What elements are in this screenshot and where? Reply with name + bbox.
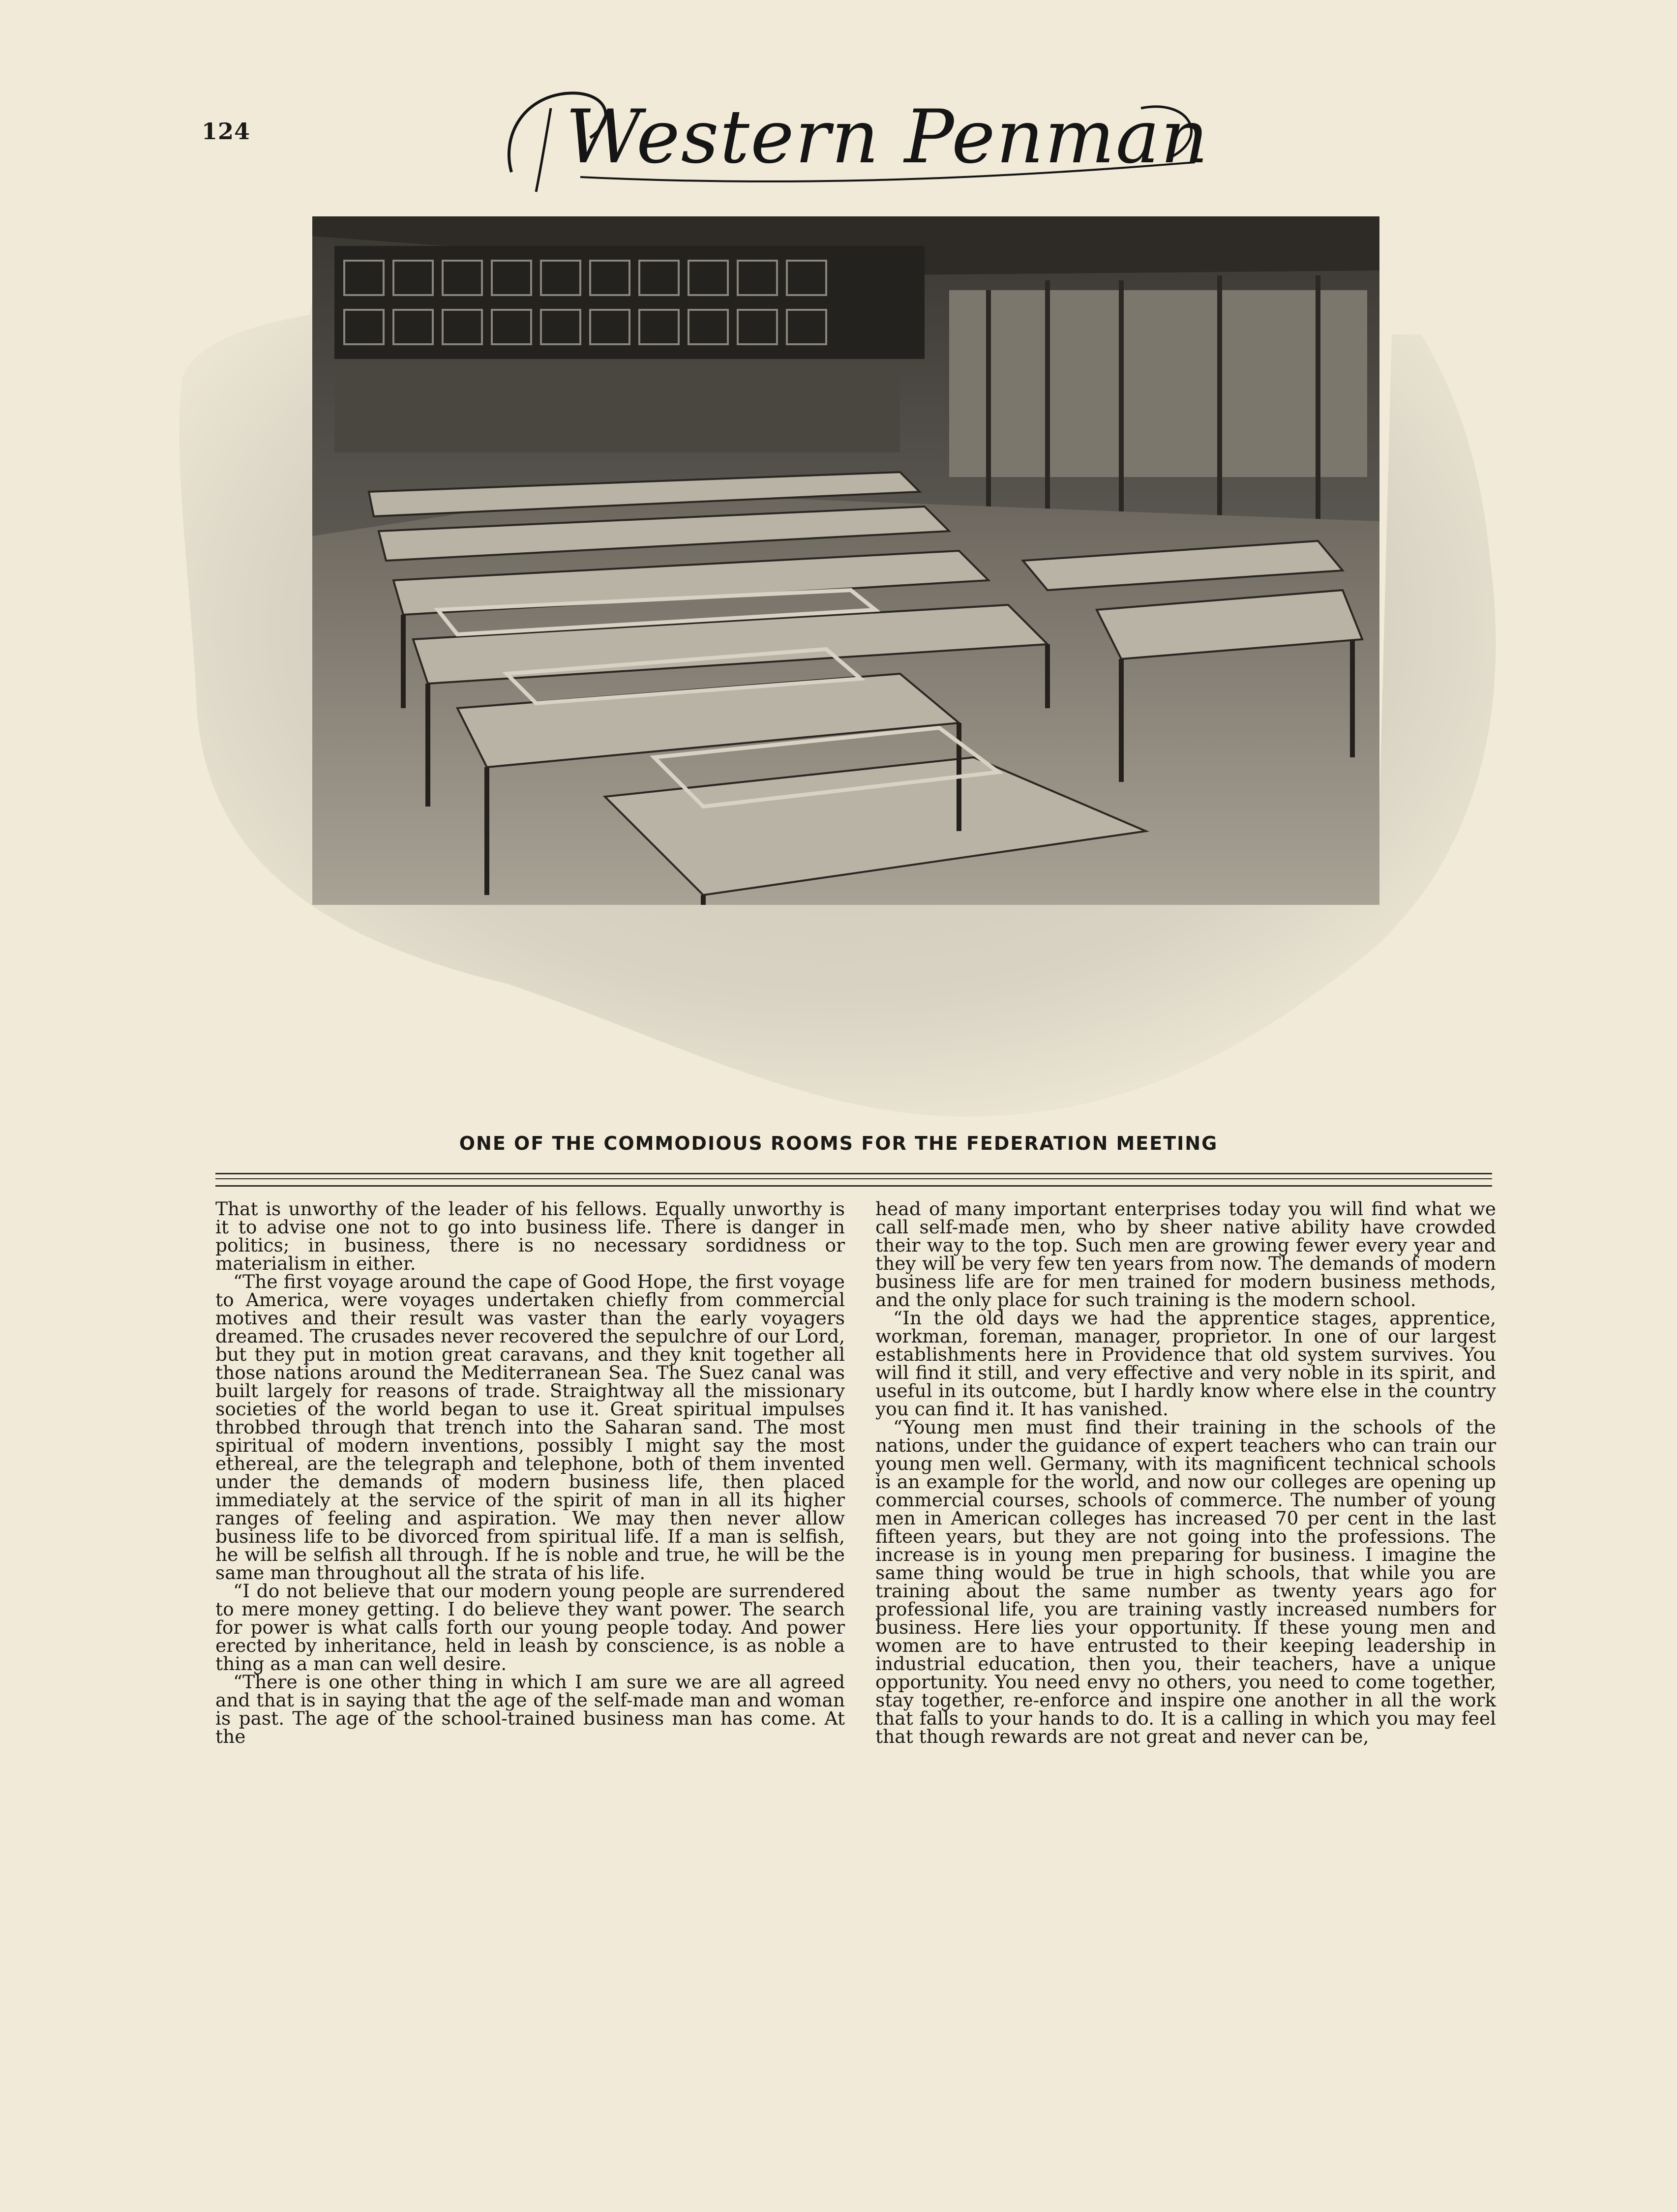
article-column-right: [875, 1200, 1496, 1746]
paragraph: That is unworthy of the leader of his fellows. Equally unworthy is it to advise one not to go into business life. There is danger in politics; in business, there is no necessary sordidness or materialism in either.: [215, 1198, 845, 1274]
paragraph: “I do not believe that our modern young people are surrendered to mere money getting. I do believe they want power. The search for power is what calls forth our young people today. And power erected by inheritance, held in leash by conscience, is as noble a thing as a man can well desire.: [215, 1580, 845, 1674]
section-divider: [215, 1173, 1492, 1187]
masthead-title: Western Penman: [566, 94, 1209, 180]
masthead-logo: [492, 79, 1210, 202]
classroom-photo: [162, 216, 1520, 1141]
paragraph: “In the old days we had the apprentice stages, apprentice, workman, foreman, manager, proprietor. In one of our largest establishments here in Providence that old system survives. You will find it still, and very effective and very noble in its spirit, and useful in its outcome, but I hardly know where else in the country you can find it. It has vanished.: [875, 1307, 1496, 1420]
article-column-left: [215, 1200, 845, 1746]
paragraph: “There is one other thing in which I am sure we are all agreed and that is in saying that the age of the self-made man and woman is past. The age of the school-trained business man has come. At the: [215, 1671, 845, 1747]
paragraph: “The first voyage around the cape of Good Hope, the first voyage to America, were voyages undertaken chiefly from commercial motives and their result was vaster than the early voyagers dreamed. The crusades never recovered the sepulchre of our Lord, but they put in motion great caravans, and they knit together all those nations around the Mediterranean Sea. The Suez canal was built largely for reasons of trade. Straightway all the missionary societies of the world began to use it. Great spiritual impulses throbbed through that trench into the Saharan sand. The most spiritual of modern inventions, possibly I might say the most ethereal, are the telegraph and telephone, both of them invented under the demands of modern business life, then placed immediately at the service of the spirit of man in all its higher ranges of feeling and aspiration. We may then never allow business life to be divorced from spiritual life. If a man is selfish, he will be selfish all through. If he is noble and true, he will be the same man throughout all the strata of his life.: [215, 1271, 845, 1584]
page-number: 124: [202, 118, 251, 145]
paragraph: “Young men must find their training in the schools of the nations, under the guidance of expert teachers who can train our young men well. Germany, with its magnificent technical schools is an example for the world, and now our colleges are opening up commercial courses, schools of commerce. The number of young men in American colleges has increased 70 per cent in the last fifteen years, but they are not going into the professions. The increase is in young men preparing for business. I imagine the same thing would be true in high schools, that while you are training about the same number as twenty years ago for professional life, you are training vastly increased numbers for business. Here lies your opportunity. If these young men and women are to have entrusted to their keeping leadership in industrial education, then you, their teachers, have a unique opportunity. You need envy no others, you need to come together, stay together, re-enforce and inspire one another in all the work that falls to your hands to do. It is a calling in which you may feel that though rewards are not great and never can be,: [875, 1416, 1496, 1747]
paragraph: head of many important enterprises today you will find what we call self-made men, who by sheer native ability have crowded their way to the top. Such men are growing fewer every year and they will be very few ten years from now. The demands of modern business life are for men trained for modern business methods, and the only place for such training is the modern school.: [875, 1198, 1496, 1311]
photo-caption: ONE OF THE COMMODIOUS ROOMS FOR THE FEDERATION MEETING: [459, 1133, 1218, 1154]
